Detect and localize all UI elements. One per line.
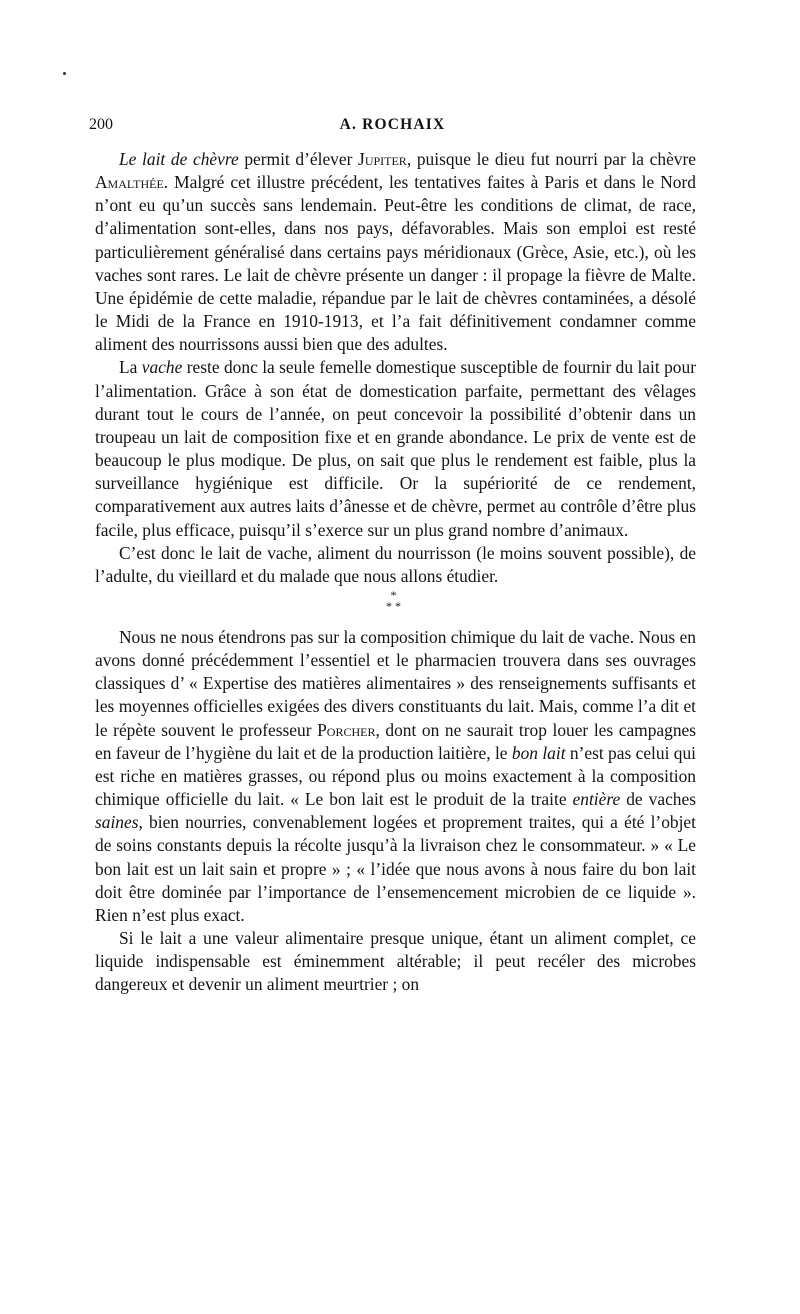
italic-term: saines bbox=[95, 812, 139, 833]
text-run: . Malgré cet illustre précédent, les tentatives faites à Paris et dans le Nord n’ont eu qu’un succès sans lendemain. Peut-être les conditions de climat, de race, d’alimentation sont-elles, dans nos pays, défavorables. Mais son emploi est resté particulièrement généralisé dans certains pays méridionaux (Grèce, Asie, etc.), où les vaches sont rares. Le lait de chèvre présente un danger : il propage la fièvre de Malte. Une épidémie de cette maladie, répandue par le lait de chèvres contaminées, a désolé le Midi de la France en 1910-1913, et l’a fait définitivement condamner comme aliment des nourrissons aussi bien que des adultes. bbox=[95, 172, 696, 355]
name-amalthee: Amalthée bbox=[95, 172, 164, 193]
name-jupiter: Jupiter bbox=[358, 149, 407, 169]
text-run: Nous ne nous étendrons pas sur la composition chimique du lait de vache. Nous en avons donné précédemment l’essentiel et le pharmacien trouvera dans ses ouvrages classiques d’ « Expertise des matières alimentaires » des renseignements suffisants et les moyennes officielles exigées des divers constituants du lait. Mais, comme l’a dit et le répète souvent le professeur bbox=[95, 626, 696, 740]
italic-term: bon lait bbox=[511, 742, 566, 763]
paragraph-chemical-composition bbox=[95, 626, 696, 927]
name-porcher: Porcher bbox=[317, 719, 376, 740]
paragraph-alterable: Si le lait a une valeur alimentaire presque unique, étant un aliment complet, ce liquide indispensable est éminemment altérable; il peut recéler des microbes dangereux et devenir un aliment meurtrier ; on bbox=[95, 928, 696, 995]
text-run: permit d’élever bbox=[238, 149, 359, 169]
paragraph-cow bbox=[95, 356, 696, 541]
asterism-top: * bbox=[390, 587, 397, 602]
text-run: , dont on ne saurait trop louer les campagnes en faveur de l’hygiène du lait et de la production laitière, le bbox=[95, 719, 696, 763]
text-run: , puisque le dieu fut nourri par la chèvre bbox=[406, 149, 696, 169]
asterism bbox=[93, 587, 694, 626]
text-run: n’est pas celui qui est riche en matières grasses, ou répond plus ou moins exactement à la composition chimique officielle du lait. « Le bon lait est le produit de la traite bbox=[95, 742, 696, 810]
italic-term: vache bbox=[141, 357, 183, 378]
paragraph-conclusion: C’est donc le lait de vache, aliment du nourrisson (le moins souvent possible), de l’adulte, du vieillard et du malade que nous allons étudier. bbox=[95, 542, 696, 586]
text-run: , bien nourries, convenablement logées et proprement traites, qui a été l’objet de soins constants depuis la récolte jusqu’à la livraison chez le consommateur. » « Le bon lait est un lait sain et propre » ; « l’idée que nous avons à nous faire du bon lait doit être dominée par l’importance de l’ensemencement microbien de ce liquide ». Rien n’est plus exact. bbox=[95, 812, 696, 925]
running-head: A. ROCHAIX bbox=[339, 116, 446, 133]
paragraph-goat-milk bbox=[95, 148, 696, 356]
text-run: La bbox=[119, 357, 142, 378]
ink-speck bbox=[63, 72, 66, 75]
body-text bbox=[95, 148, 696, 996]
text-run: de vaches bbox=[620, 789, 696, 810]
text-run: reste donc la seule femelle domestique susceptible de fournir du lait pour l’alimentation. Grâce à son état de domestication parfaite, permettant des vêlages durant tout le cours de l’année, on peut concevoir la possibilité d’obtenir dans un troupeau un lait de composition fixe et en grande abondance. Le prix de vente est de beaucoup le plus modique. De plus, on sait que plus le rendement est faible, plus la surveillance hygiénique est difficile. Or la supériorité de ce rendement, comparativement aux autres laits d’ânesse et de chèvre, permet au contrôle d’être plus facile, plus efficace, puisqu’il s’exerce sur un plus grand nombre d’animaux. bbox=[95, 357, 696, 540]
italic-term: Le lait de chèvre bbox=[119, 149, 239, 169]
page-number: 200 bbox=[89, 116, 113, 133]
page-header bbox=[89, 116, 696, 138]
italic-term: entière bbox=[572, 789, 621, 810]
asterism-bottom: * * bbox=[386, 598, 401, 613]
